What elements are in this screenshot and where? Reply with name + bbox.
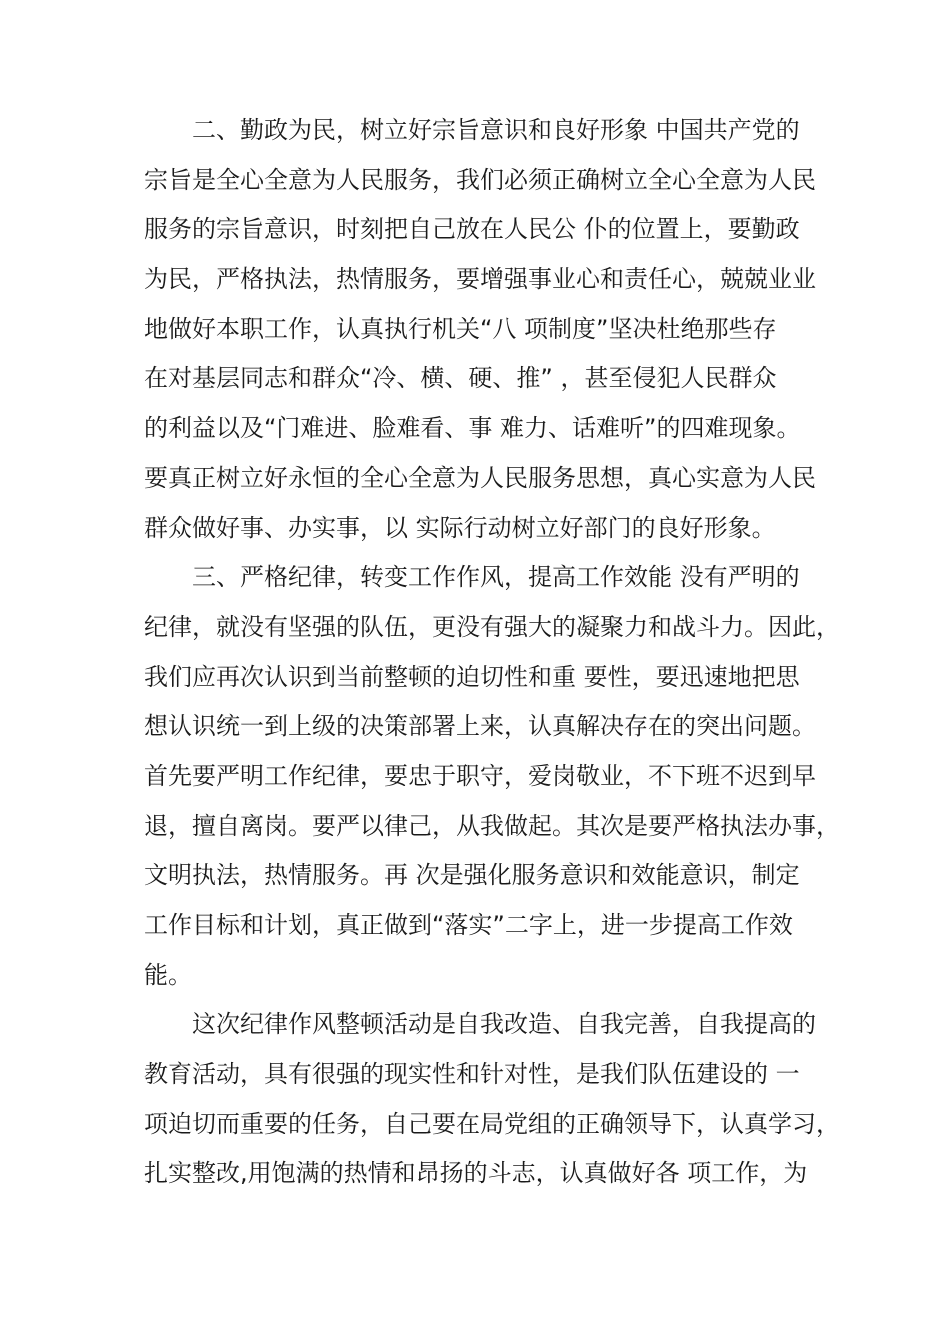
text-line: 服务的宗旨意识，时刻把自己放在人民公 仆的位置上，要勤政 <box>144 215 800 244</box>
text-line: 项迫切而重要的任务，自己要在局党组的正确领导下，认真学习， <box>144 1109 840 1138</box>
text-line: 我们应再次认识到当前整顿的迫切性和重 要性，要迅速地把思 <box>144 662 800 691</box>
text-line: 群众做好事、办实事，以 实际行动树立好部门的良好形象。 <box>144 513 776 542</box>
text-line: 要真正树立好永恒的全心全意为人民服务思想，真心实意为人民 <box>144 463 816 492</box>
text-line: 想认识统一到上级的决策部署上来，认真解决存在的突出问题。 <box>144 712 816 741</box>
text-line: 这次纪律作风整顿活动是自我改造、自我完善，自我提高的 <box>192 1010 816 1039</box>
paragraph-conclusion <box>144 1000 840 1199</box>
text-line: 地做好本职工作，认真执行机关“八 项制度”坚决杜绝那些存 <box>144 314 777 343</box>
text-line: 纪律，就没有坚强的队伍，更没有强大的凝聚力和战斗力。因此， <box>144 612 840 641</box>
text-line: 的利益以及“门难进、脸难看、事 难力、话难听”的四难现象。 <box>144 414 801 443</box>
text-line: 教育活动，具有很强的现实性和针对性，是我们队伍建设的 一 <box>144 1060 800 1089</box>
text-line: 二、勤政为民，树立好宗旨意识和良好形象 中国共产党的 <box>192 116 800 144</box>
paragraph-section-two <box>144 106 814 553</box>
text-line: 退，擅自离岗。要严以律己，从我做起。其次是要严格执法办事， <box>144 811 840 840</box>
paragraph-section-three <box>144 553 840 1000</box>
text-line: 能。 <box>144 960 192 989</box>
text-line: 在对基层同志和群众“冷、横、硬、推” ，甚至侵犯人民群众 <box>144 364 777 393</box>
text-line: 文明执法，热情服务。再 次是强化服务意识和效能意识，制定 <box>144 861 800 890</box>
text-line: 扎实整改,用饱满的热情和昂扬的斗志，认真做好各 项工作，为 <box>144 1159 808 1188</box>
text-line: 宗旨是全心全意为人民服务，我们必须正确树立全心全意为人民 <box>144 165 816 194</box>
document-body <box>144 106 840 1199</box>
text-line: 首先要严明工作纪律，要忠于职守，爱岗敬业，不下班不迟到早 <box>144 761 816 790</box>
text-line: 为民，严格执法，热情服务，要增强事业心和责任心，兢兢业业 <box>144 265 816 294</box>
text-line: 工作目标和计划，真正做到“落实”二字上，进一步提高工作效 <box>144 911 793 939</box>
text-line: 三、严格纪律，转变工作作风，提高工作效能 没有严明的 <box>192 563 800 592</box>
